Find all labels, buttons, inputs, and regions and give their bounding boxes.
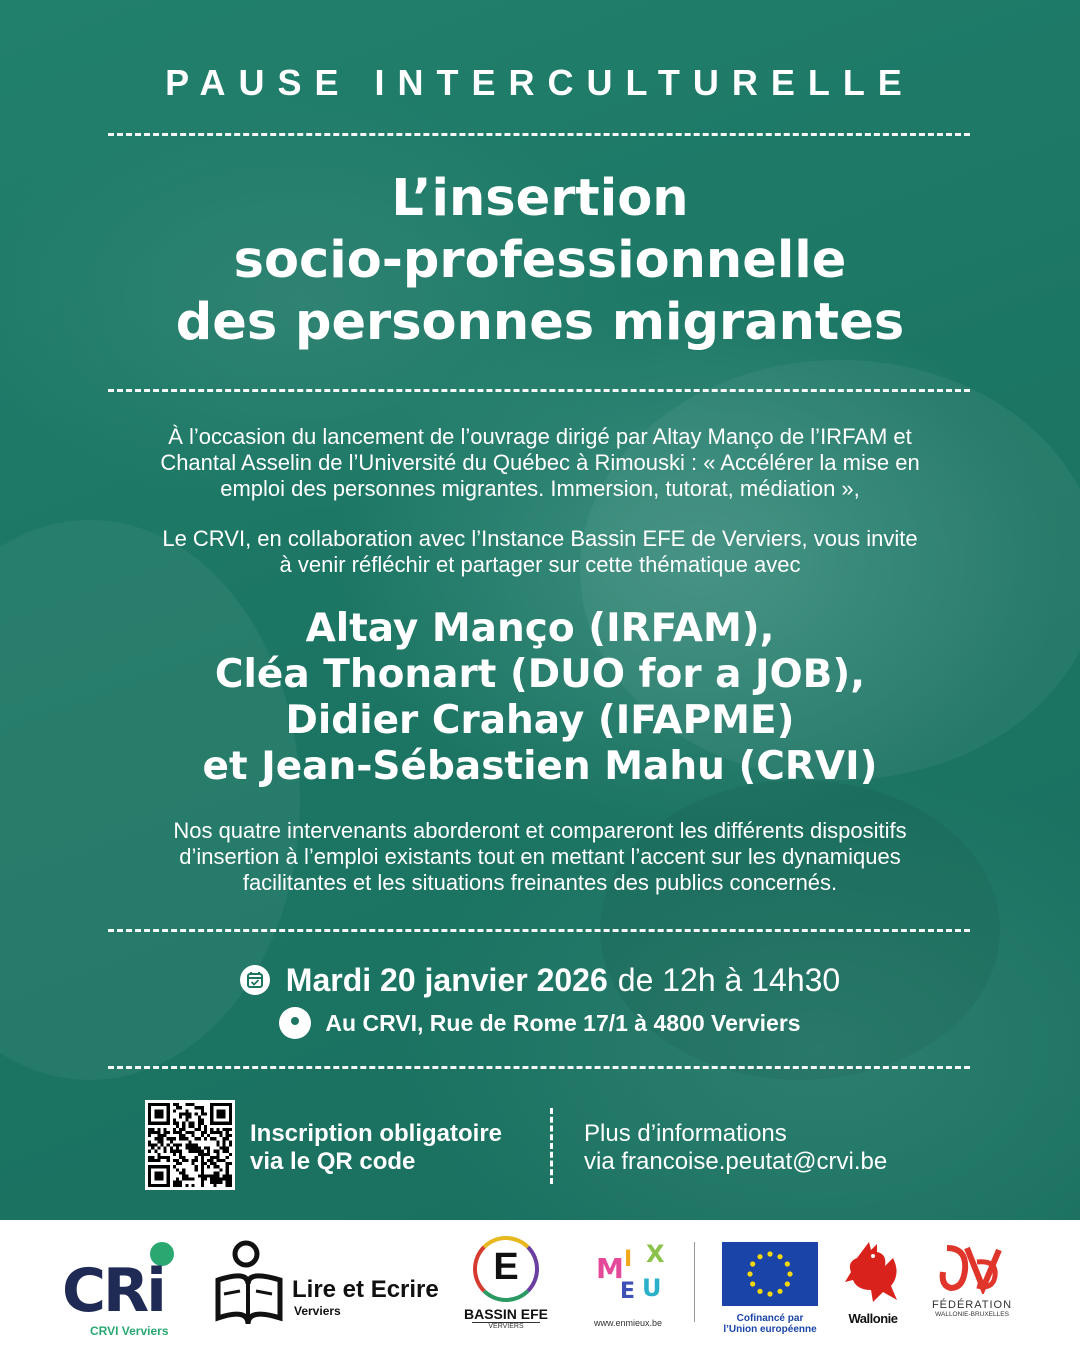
event-time: de 12h à 14h30 <box>617 961 841 998</box>
svg-text:E: E <box>620 1279 636 1304</box>
lire-et-ecrire-city: Verviers <box>294 1304 341 1318</box>
crvi-logo-mark: CRi <box>62 1256 164 1326</box>
bassin-efe-city: VERVIERS <box>472 1322 540 1330</box>
divider <box>108 389 970 392</box>
description-line: Nos quatre intervenants aborderont et compareront les différents dispositifs <box>173 818 907 843</box>
federation-region: WALLONIE-BRUXELLES <box>935 1311 1009 1318</box>
intro-line: emploi des personnes migrantes. Immersion, tutorat, médiation », <box>220 476 860 501</box>
title-line: des personnes migrantes <box>175 293 905 352</box>
event-date-row <box>0 958 1080 1002</box>
bassin-efe-name: BASSIN EFE <box>463 1306 548 1322</box>
contact-line: Plus d’informations <box>584 1120 787 1147</box>
svg-text:I: I <box>624 1247 633 1272</box>
registration-qr-code[interactable] <box>145 1100 235 1190</box>
logo-separator <box>694 1242 695 1322</box>
wallonie-logo <box>840 1240 906 1340</box>
divider <box>108 1066 970 1069</box>
rooster-icon <box>843 1240 903 1306</box>
lire-et-ecrire-name: Lire et Ecrire <box>292 1276 439 1303</box>
event-date: Mardi 20 janvier 2026 <box>285 961 608 998</box>
svg-text:M: M <box>596 1252 624 1285</box>
bassin-efe-logo <box>462 1236 550 1346</box>
bassin-efe-letter: E <box>493 1246 519 1288</box>
eu-cofunding-logo <box>720 1242 820 1342</box>
crvi-logo-caption: CRVI Verviers <box>90 1324 169 1338</box>
title-line: L’insertion <box>391 169 689 228</box>
speaker-name: et Jean-Sébastien Mahu (CRVI) <box>202 744 878 789</box>
description-paragraph <box>90 818 990 896</box>
intro-line: Chantal Asselin de l’Université du Québec à Rimouski : « Accélérer la mise en <box>160 450 920 475</box>
divider <box>108 929 970 932</box>
lire-et-ecrire-logo <box>210 1240 450 1340</box>
vertical-divider <box>550 1108 553 1184</box>
enmieux-logo <box>590 1240 680 1340</box>
invite-paragraph <box>95 526 985 578</box>
registration-text <box>250 1120 502 1176</box>
speakers-list <box>0 606 1080 790</box>
event-place: Au CRVI, Rue de Rome 17/1 à 4800 Verviers <box>325 1009 801 1036</box>
location-pin-icon <box>279 1007 311 1039</box>
divider <box>108 133 970 136</box>
crvi-logo <box>62 1242 182 1342</box>
svg-text:X: X <box>646 1240 665 1268</box>
description-line: d’insertion à l’emploi existants tout en mettant l’accent sur les dynamiques <box>179 844 901 869</box>
federation-wb-logo <box>924 1242 1020 1342</box>
event-place-row <box>0 1006 1080 1040</box>
federation-wb-mark <box>937 1242 1007 1294</box>
enmieux-mark <box>590 1240 670 1310</box>
speaker-name: Cléa Thonart (DUO for a JOB), <box>214 652 866 697</box>
enmieux-url: www.enmieux.be <box>594 1318 663 1328</box>
eu-flag-icon <box>722 1242 818 1306</box>
registration-line: Inscription obligatoire <box>250 1120 503 1147</box>
reader-icon <box>210 1240 290 1335</box>
eu-caption-line: Cofinancé par <box>736 1313 804 1324</box>
event-series-label: PAUSE INTERCULTURELLE <box>165 62 915 103</box>
partner-logos-bar <box>0 1220 1080 1350</box>
intro-line: À l’occasion du lancement de l’ouvrage dirigé par Altay Manço de l’IRFAM et <box>168 424 912 449</box>
eu-caption-line: l’Union européenne <box>723 1324 817 1335</box>
contact-info <box>584 1120 887 1176</box>
speaker-name: Altay Manço (IRFAM), <box>305 606 775 651</box>
invite-line: Le CRVI, en collaboration avec l’Instance Bassin EFE de Verviers, vous invite <box>162 526 918 551</box>
svg-text:U: U <box>642 1274 662 1302</box>
invite-line: à venir réfléchir et partager sur cette thématique avec <box>279 552 801 577</box>
description-line: facilitantes et les situations freinantes des publics concernés. <box>242 870 838 895</box>
calendar-icon <box>240 965 270 995</box>
speaker-name: Didier Crahay (IFAPME) <box>285 698 795 743</box>
intro-paragraph <box>95 424 985 502</box>
title-line: socio-professionnelle <box>233 231 847 290</box>
contact-email-link[interactable]: via francoise.peutat@crvi.be <box>584 1148 888 1175</box>
event-title <box>0 168 1080 354</box>
wallonie-name: Wallonie <box>848 1311 898 1326</box>
registration-line: via le QR code <box>250 1148 416 1175</box>
federation-name: FÉDÉRATION <box>931 1299 1013 1311</box>
